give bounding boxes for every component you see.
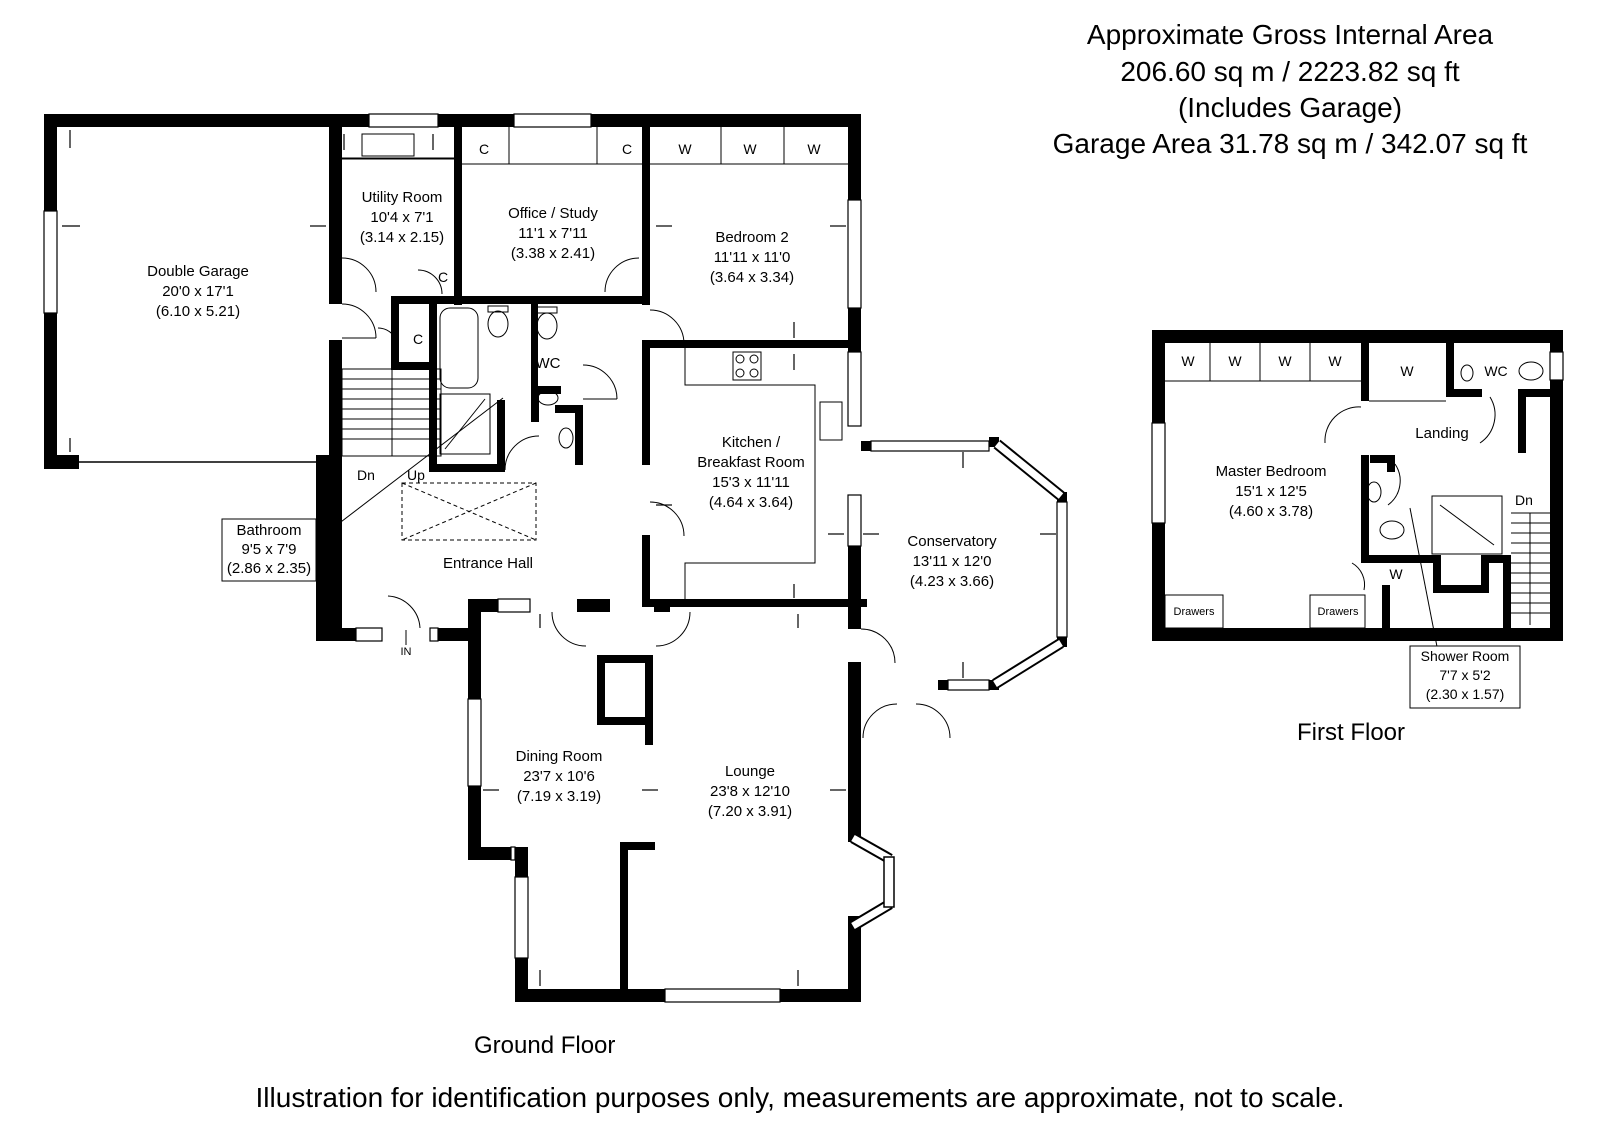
kitchen-imperial: 15'3 x 11'11 <box>712 474 790 491</box>
area-includes-garage: (Includes Garage) <box>1177 92 1403 123</box>
utility-imperial: 10'4 x 7'1 <box>370 209 434 226</box>
wardrobe-w-3: W <box>807 141 821 157</box>
wardrobe-w-2: W <box>743 141 757 157</box>
drawers-label-1: Drawers <box>1173 606 1215 618</box>
dining-metric: (7.19 x 3.19) <box>516 788 602 805</box>
disclaimer: Illustration for identification purposes only, measurements are approximate, not to scale. <box>255 1082 1345 1113</box>
area-title: Approximate Gross Internal Area <box>1086 19 1494 50</box>
cupboard-c-4: C <box>412 331 424 347</box>
lounge-metric: (7.20 x 3.91) <box>707 803 793 820</box>
master-bedroom-imperial: 15'1 x 12'5 <box>1235 483 1307 500</box>
stairs-down-label: Dn <box>357 467 375 483</box>
first-floor-label: First Floor <box>1297 719 1405 746</box>
master-bedroom-metric: (4.60 x 3.78) <box>1228 503 1314 520</box>
area-garage: Garage Area 31.78 sq m / 342.07 sq ft <box>1052 128 1528 159</box>
ff-wardrobe-w-3: W <box>1278 353 1292 369</box>
utility-name: Utility Room <box>361 189 443 206</box>
bedroom2-metric: (3.64 x 3.34) <box>709 269 795 286</box>
dining-imperial: 23'7 x 10'6 <box>523 768 595 785</box>
wardrobe-w-1: W <box>678 141 692 157</box>
ff-wardrobe-w-2: W <box>1228 353 1242 369</box>
cupboard-c-1: C <box>478 141 490 157</box>
bathroom-name: Bathroom <box>236 522 302 539</box>
kitchen-name-line2: Breakfast Room <box>697 454 805 471</box>
shower-room-imperial: 7'7 x 5'2 <box>1439 667 1491 683</box>
bathroom-metric: (2.86 x 2.35) <box>226 560 312 577</box>
office-name: Office / Study <box>508 205 598 222</box>
stairs-up-label: Up <box>407 467 425 483</box>
master-bedroom-name: Master Bedroom <box>1215 463 1327 480</box>
office-imperial: 11'1 x 7'11 <box>518 225 588 242</box>
shower-room-name: Shower Room <box>1420 648 1510 664</box>
wc-label: WC <box>535 355 561 372</box>
cupboard-c-3: C <box>437 269 449 285</box>
ff-wardrobe-w-6: W <box>1389 566 1403 582</box>
landing-label: Landing <box>1415 425 1469 442</box>
utility-metric: (3.14 x 2.15) <box>359 229 445 246</box>
entrance-in-label: IN <box>400 646 412 658</box>
conservatory-imperial: 13'11 x 12'0 <box>912 553 992 570</box>
garage-metric: (6.10 x 5.21) <box>155 303 241 320</box>
conservatory-name: Conservatory <box>907 533 997 550</box>
entrance-hall-name: Entrance Hall <box>442 555 534 572</box>
ff-wardrobe-w-1: W <box>1181 353 1195 369</box>
ff-wardrobe-w-4: W <box>1328 353 1342 369</box>
shower-room-metric: (2.30 x 1.57) <box>1425 686 1505 702</box>
lounge-name: Lounge <box>724 763 776 780</box>
lounge-imperial: 23'8 x 12'10 <box>710 783 790 800</box>
area-total: 206.60 sq m / 2223.82 sq ft <box>1120 56 1460 87</box>
bedroom2-imperial: 11'11 x 11'0 <box>713 249 791 266</box>
conservatory-metric: (4.23 x 3.66) <box>909 573 995 590</box>
ff-stairs-down-label: Dn <box>1515 492 1533 508</box>
bathroom-imperial: 9'5 x 7'9 <box>241 541 297 558</box>
ground-floor-label: Ground Floor <box>474 1032 616 1059</box>
dining-name: Dining Room <box>515 748 603 765</box>
first-floor-labels <box>1174 353 1533 708</box>
bedroom2-name: Bedroom 2 <box>715 229 789 246</box>
drawers-label-2: Drawers <box>1317 606 1359 618</box>
garage-imperial: 20'0 x 17'1 <box>162 283 234 300</box>
ff-wardrobe-w-5: W <box>1400 363 1414 379</box>
office-metric: (3.38 x 2.41) <box>510 245 596 262</box>
ff-wc-label: WC <box>1484 363 1508 379</box>
kitchen-metric: (4.64 x 3.64) <box>708 494 794 511</box>
cupboard-c-2: C <box>621 141 633 157</box>
kitchen-name-line1: Kitchen / <box>721 434 781 451</box>
garage-name: Double Garage <box>147 263 249 280</box>
